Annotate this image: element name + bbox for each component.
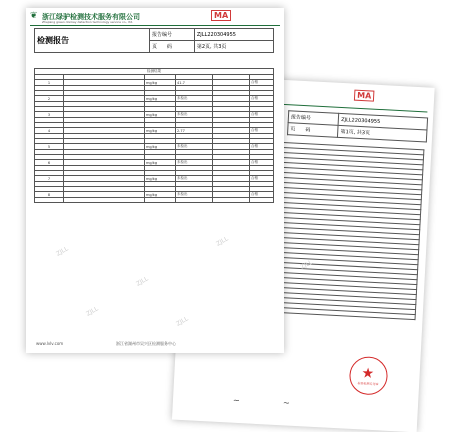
seal-text: 检验检测专用章 [357,381,379,387]
header-rule [30,25,280,26]
table-row: 7 mg/kg 未检出 合格 [35,176,274,182]
results-table [34,68,274,203]
watermark-2: ZJLL [135,275,150,288]
back-watermark-2: ZJLL [299,258,314,271]
watermark-3: ZJLL [215,235,230,248]
table-row: 3 mg/kg 未检出 合格 [35,112,274,118]
table-row: 4 mg/kg 2.77 合格 [35,128,274,134]
table-row: 6 mg/kg 未检出 合格 [35,160,274,166]
report-header-table [34,28,274,53]
page-label: 页 码 [150,41,195,53]
back-report-no: ZJLL220304955 [338,113,427,130]
watermark-5: ZJLL [175,315,190,328]
seal-star-icon: ★ [361,365,375,383]
table-row: 5 mg/kg 未检出 合格 [35,144,274,150]
watermark-1: ZJLL [55,245,70,258]
table-row: 8 mg/kg 未检出 合格 [35,192,274,198]
report-no: ZJLL220304955 [194,29,273,41]
results-section-title: 检测结果 [35,69,274,75]
signature-1: ~ [232,395,240,406]
back-page-label: 页 码 [288,123,339,138]
back-page-value: 第1页, 共3页 [338,125,427,142]
ma-mark: MA [211,10,231,21]
company-logo-icon: ❦ [30,11,38,21]
table-row: 2 mg/kg 未检出 合格 [35,96,274,102]
page-value: 第2页, 共3页 [194,41,273,53]
watermark-4: ZJLL [85,305,100,318]
footer-address: 浙江省湖州市吴兴区检测服务中心 [116,341,176,346]
company-name-en: Zhejiang green donkey detection technology service co., ltd. [42,20,134,24]
report-title: 检测报告 [35,29,150,53]
footer-website: www.lvlv.com [36,341,64,346]
back-report-info-table [287,110,428,142]
company-name: 浙江绿驴检测技术服务有限公司 [42,13,140,21]
back-report-no-label: 报告编号 [288,111,339,126]
signature-2: ~ [282,398,290,408]
report-no-label: 报告编号 [150,29,195,41]
table-row: 1 mg/kg 41.7 合格 [35,80,274,86]
back-ma-mark: MA [354,90,375,102]
report-page-front [26,8,284,353]
inspection-seal [349,356,389,396]
